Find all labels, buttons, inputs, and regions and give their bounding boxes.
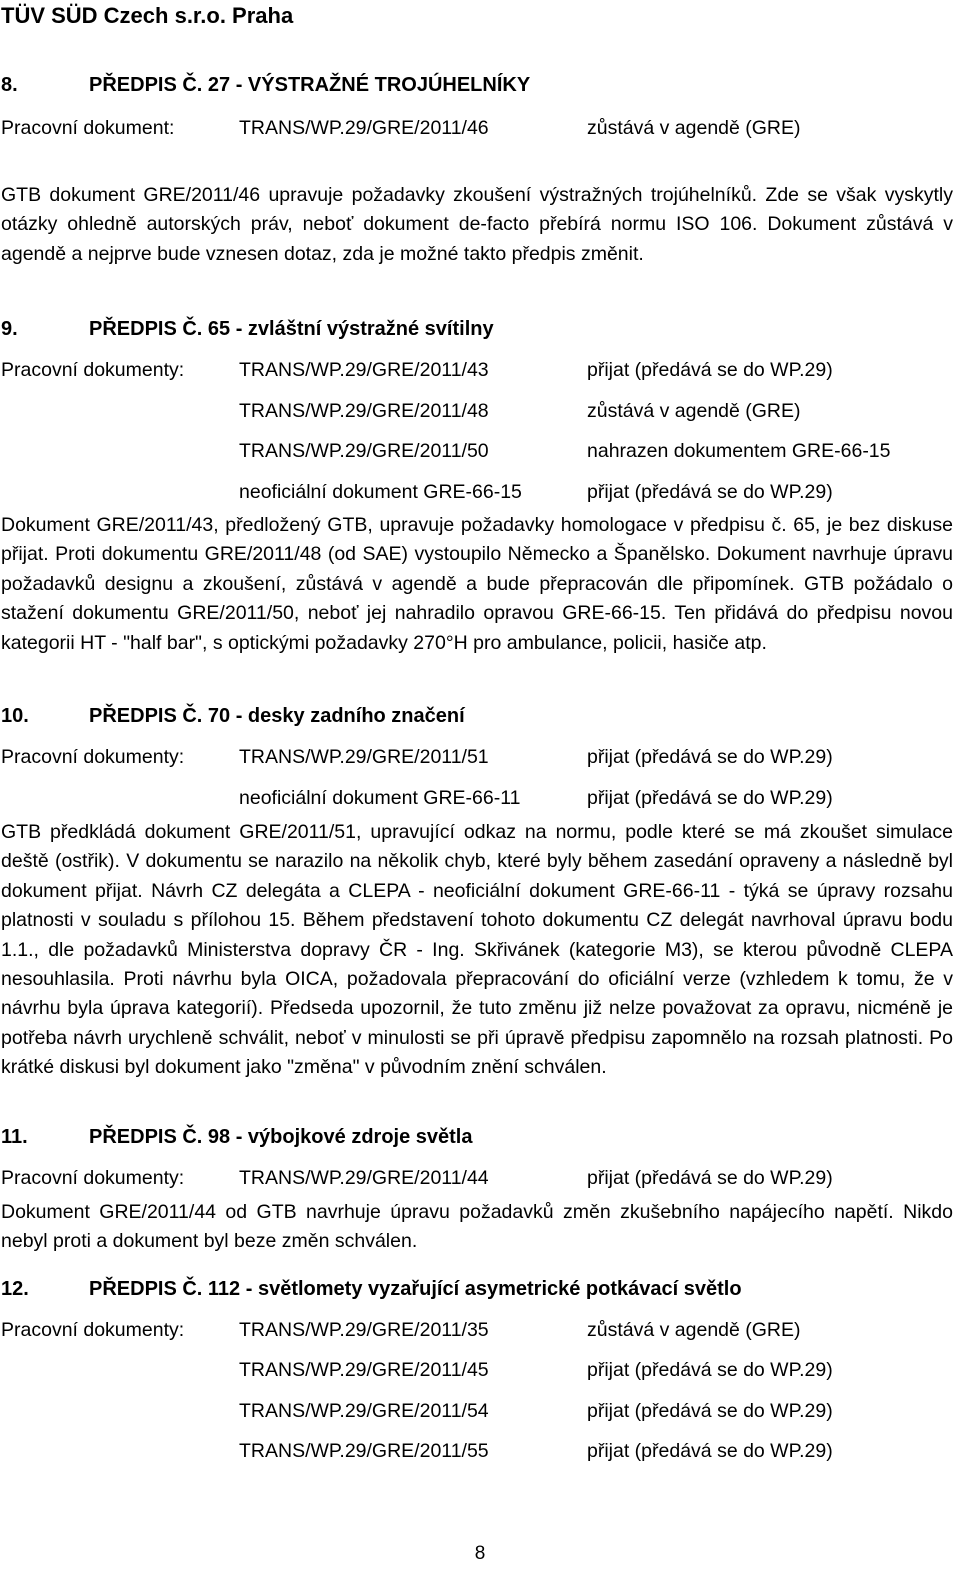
section-9-paragraph: Dokument GRE/2011/43, předložený GTB, upravuje požadavky homologace v předpisu č. 65, je bez diskuse přijat. Proti dokumentu GRE/2011/48 (od SAE) vystoupilo Německo a Španělsko. Dokument navrhuje úpravu požadavků designu a zkoušení, zůstává v agendě a bude přepracován dle připomínek. GTB požádalo o stažení dokumentu GRE/2011/50, neboť jej nahradilo opravou GRE-66-15. Ten přidává do předpisu novou kategorii HT - "half bar", s optickými požadavky 270°H pro ambulance, policii, hasiče atp. [1,514,953,654]
section-10-paragraph: GTB předkládá dokument GRE/2011/51, upravující odkaz na normu, podle které se má zkoušet simulace deště (ostřik). V dokumentu se narazilo na několik chyb, které byly během zasedání opraveny a následně byl dokument přijat. Návrh CZ delegáta a CLEPA - neoficiální dokument GRE-66-11 - týká se úpravy rozsahu platnosti v souladu s přílohou 15. Během představení tohoto dokumentu CZ delegát navrhoval úpravu bodu 1.1., dle požadavků Ministerstva dopravy ČR - Ing. Skřivánek (kategorie M3), se kterou původně CLEPA nesouhlasila. Proti návrhu byla OICA, požadovala přepracování do oficiální verze (vzhledem k tomu, že v návrhu byla úprava kategorií). Předseda upozornil, že tuto změnu již nelze považovat za opravu, nicméně je potřeba návrh urychleně schválit, neboť v minulosti se při úpravě předpisu zapomnělo na rozsah platnosti. Po krátké diskusi byl dokument jako "změna" v původním znění schválen. [1,821,953,1079]
doc-status: přijat (předává se do WP.29) [587,359,833,381]
section-title: PŘEDPIS Č. 27 - VÝSTRAŽNÉ TROJÚHELNÍKY [89,74,531,96]
doc-id: TRANS/WP.29/GRE/2011/46 [239,117,489,139]
section-title: PŘEDPIS Č. 65 - zvláštní výstražné svítilny [89,318,494,340]
section-9-heading [1,314,494,344]
doc-status: přijat (předává se do WP.29) [587,1400,833,1422]
section-11-heading [1,1122,472,1152]
section-title: PŘEDPIS Č. 112 - světlomety vyzařující asymetrické potkávací světlo [89,1278,742,1300]
section-title: PŘEDPIS Č. 70 - desky zadního značení [89,705,465,727]
doc-status: přijat (předává se do WP.29) [587,787,833,809]
doc-label: Pracovní dokumenty: [1,746,185,768]
section-8-paragraph: GTB dokument GRE/2011/46 upravuje požadavky zkoušení výstražných trojúhelníků. Zde se však vyskytly otázky ohledně autorských práv, neboť dokument de-facto přebírá normu ISO 106. Dokument zůstává v agendě a nejprve bude vznesen dotaz, zda je možné takto předpis změnit. [1,184,953,265]
doc-status: přijat (předává se do WP.29) [587,1167,833,1189]
doc-status: přijat (předává se do WP.29) [587,746,833,768]
doc-status: nahrazen dokumentem GRE-66-15 [587,440,891,462]
section-number: 8. [1,74,18,96]
section-11-paragraph: Dokument GRE/2011/44 od GTB navrhuje úpravu požadavků změn zkušebního napájecího napětí. Nikdo nebyl proti a dokument byl beze změn schválen. [1,1201,953,1253]
doc-label: Pracovní dokument: [1,117,175,139]
doc-label: Pracovní dokumenty: [1,1319,185,1341]
doc-status: zůstává v agendě (GRE) [587,1319,801,1341]
doc-id: neoficiální dokument GRE-66-11 [239,787,521,809]
doc-id: TRANS/WP.29/GRE/2011/43 [239,359,489,381]
doc-id: TRANS/WP.29/GRE/2011/45 [239,1359,489,1381]
doc-status: přijat (předává se do WP.29) [587,1440,833,1462]
section-12-heading [1,1274,742,1304]
section-8-heading [1,70,530,100]
doc-label: Pracovní dokumenty: [1,1167,185,1189]
page-number: 8 [474,1543,486,1564]
section-number: 10. [1,705,29,727]
doc-id: TRANS/WP.29/GRE/2011/50 [239,440,489,462]
doc-status: zůstává v agendě (GRE) [587,400,801,422]
doc-status: přijat (předává se do WP.29) [587,1359,833,1381]
doc-id: TRANS/WP.29/GRE/2011/54 [239,1400,489,1422]
doc-label: Pracovní dokumenty: [1,359,185,381]
section-10-heading [1,701,465,731]
doc-id: neoficiální dokument GRE-66-15 [239,481,522,503]
doc-id: TRANS/WP.29/GRE/2011/44 [239,1167,489,1189]
section-number: 11. [1,1126,28,1148]
company-header: TÜV SÜD Czech s.r.o. Praha [1,3,294,28]
section-number: 9. [1,318,18,340]
doc-status: zůstává v agendě (GRE) [587,117,801,139]
section-title: PŘEDPIS Č. 98 - výbojkové zdroje světla [89,1126,473,1148]
doc-id: TRANS/WP.29/GRE/2011/55 [239,1440,489,1462]
doc-id: TRANS/WP.29/GRE/2011/35 [239,1319,489,1341]
section-number: 12. [1,1278,29,1300]
doc-id: TRANS/WP.29/GRE/2011/48 [239,400,489,422]
doc-status: přijat (předává se do WP.29) [587,481,833,503]
doc-id: TRANS/WP.29/GRE/2011/51 [239,746,489,768]
